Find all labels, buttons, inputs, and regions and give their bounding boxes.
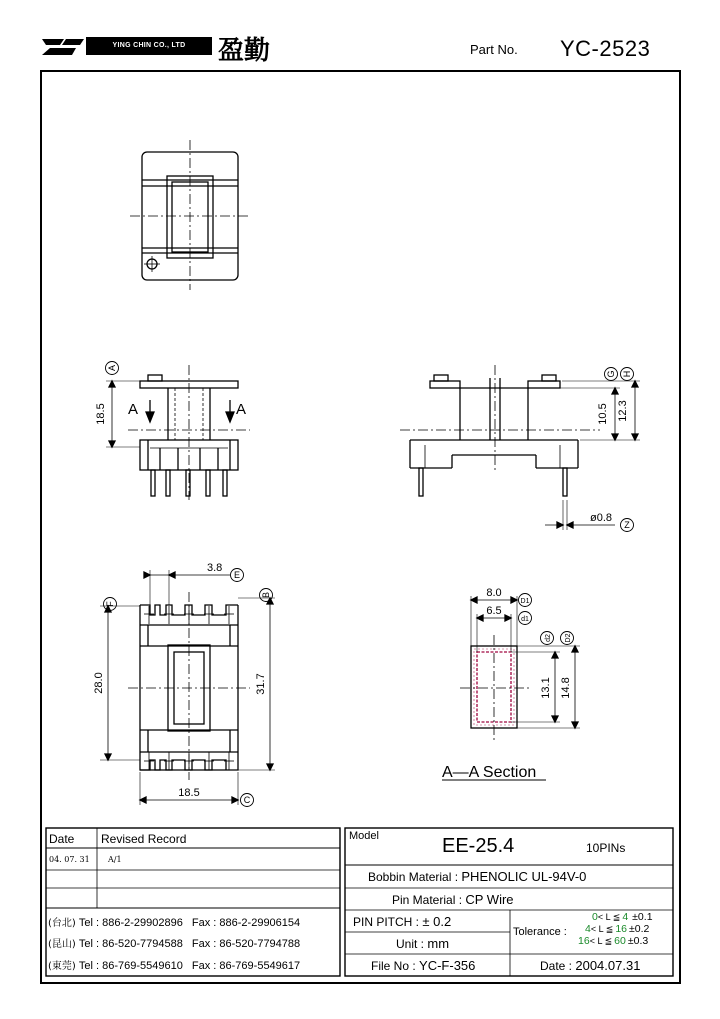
pin-pitch-value: ± 0.2 xyxy=(422,914,452,929)
bobbin-material-label: Bobbin Material : xyxy=(368,870,459,884)
label-h-circle: H xyxy=(622,370,632,378)
pin-material-label: Pin Material : xyxy=(392,893,463,907)
pin-count: 10PINs xyxy=(586,841,626,855)
date-row xyxy=(540,958,640,973)
tolerance-row: 0< L ≦ 4 ±0.1 xyxy=(592,911,653,923)
contact-tel: Tel : 886-2-29902896 xyxy=(78,917,183,929)
bottom-view xyxy=(100,570,275,805)
file-no-value: YC-F-356 xyxy=(419,958,476,973)
label-e-circle: E xyxy=(233,570,241,580)
tolerance-row: 16< L ≦ 60 ±0.3 xyxy=(578,935,649,947)
label-d1-upper: D1 xyxy=(520,598,530,605)
side-view xyxy=(400,365,640,530)
record-col-date: Date xyxy=(49,832,75,846)
record-row1-date: 04. 07. 31 xyxy=(49,855,90,864)
pin-material-row xyxy=(392,892,514,907)
dim-13-1: 13.1 xyxy=(540,677,552,699)
label-d2-lower: d2 xyxy=(545,634,552,642)
label-b-circle: B xyxy=(261,591,271,599)
pin-pitch-row xyxy=(353,914,451,929)
bobbin-material-value: PHENOLIC UL-94V-0 xyxy=(461,869,587,884)
unit-label: Unit : xyxy=(396,937,425,951)
contact-city: (台北) xyxy=(48,918,76,929)
contact-city: (昆山) xyxy=(48,939,76,950)
contact-row-kunshan xyxy=(48,935,300,950)
section-title: A—A Section xyxy=(442,764,537,781)
company-name-en: YING CHIN CO., LTD xyxy=(86,37,212,55)
contact-tel: Tel : 86-769-5549610 xyxy=(78,960,183,972)
record-col-revised: Revised Record xyxy=(101,832,187,846)
file-no-row xyxy=(371,958,475,973)
section-mark-left: A xyxy=(128,401,139,418)
dim-height-18-5: 18.5 xyxy=(95,403,107,425)
dim-28-0: 28.0 xyxy=(93,672,105,694)
bobbin-material-row xyxy=(368,869,586,884)
company-name-cn: 盈勤 xyxy=(218,36,271,66)
dim-12-3: 12.3 xyxy=(617,400,629,422)
label-d2-upper: D2 xyxy=(565,633,572,643)
label-g-circle: G xyxy=(606,370,616,378)
dim-14-8: 14.8 xyxy=(560,677,572,699)
tolerance-rows xyxy=(578,911,653,947)
front-view xyxy=(106,365,250,500)
top-view xyxy=(130,140,250,290)
section-mark-right: A xyxy=(236,401,247,418)
pin-material-value: CP Wire xyxy=(465,892,514,907)
dim-pin-diameter: ø0.8 xyxy=(590,512,613,524)
contact-fax: Fax : 886-2-29906154 xyxy=(191,917,301,929)
dim-3-8: 3.8 xyxy=(207,562,223,574)
pin-pitch-label: PIN PITCH : xyxy=(353,915,420,929)
record-row1-record: A/1 xyxy=(108,855,122,864)
part-number-value: YC-2523 xyxy=(560,36,651,61)
tolerance-label: Tolerance : xyxy=(513,926,567,938)
tolerance-row: 4< L ≦ 16 ±0.2 xyxy=(585,923,650,935)
label-a-circle: A xyxy=(107,364,117,372)
label-f-circle: F xyxy=(105,601,115,607)
date-label: Date : xyxy=(540,959,573,973)
contact-city: (東莞) xyxy=(48,961,76,972)
dim-6-5: 6.5 xyxy=(486,605,502,617)
contact-row-dongguan xyxy=(48,957,300,972)
model-label: Model xyxy=(349,830,379,842)
dim-31-7: 31.7 xyxy=(255,673,267,695)
label-d1-lower: d1 xyxy=(521,616,529,623)
unit-row xyxy=(396,936,449,951)
dim-10-5: 10.5 xyxy=(597,403,609,425)
contact-fax: Fax : 86-769-5549617 xyxy=(191,960,301,972)
unit-value: mm xyxy=(427,936,450,951)
contact-row-taipei xyxy=(48,914,300,929)
dim-8-0: 8.0 xyxy=(486,587,502,599)
contact-fax: Fax : 86-520-7794788 xyxy=(191,938,301,950)
label-z-circle: Z xyxy=(624,520,630,530)
part-number-label: Part No. xyxy=(470,42,518,57)
file-no-label: File No : xyxy=(371,959,416,973)
model-value: EE-25.4 xyxy=(442,835,515,857)
label-c-circle: C xyxy=(243,795,251,805)
dim-width-18-5: 18.5 xyxy=(178,787,200,799)
contact-tel: Tel : 86-520-7794588 xyxy=(78,938,183,950)
date-value: 2004.07.31 xyxy=(575,958,641,973)
